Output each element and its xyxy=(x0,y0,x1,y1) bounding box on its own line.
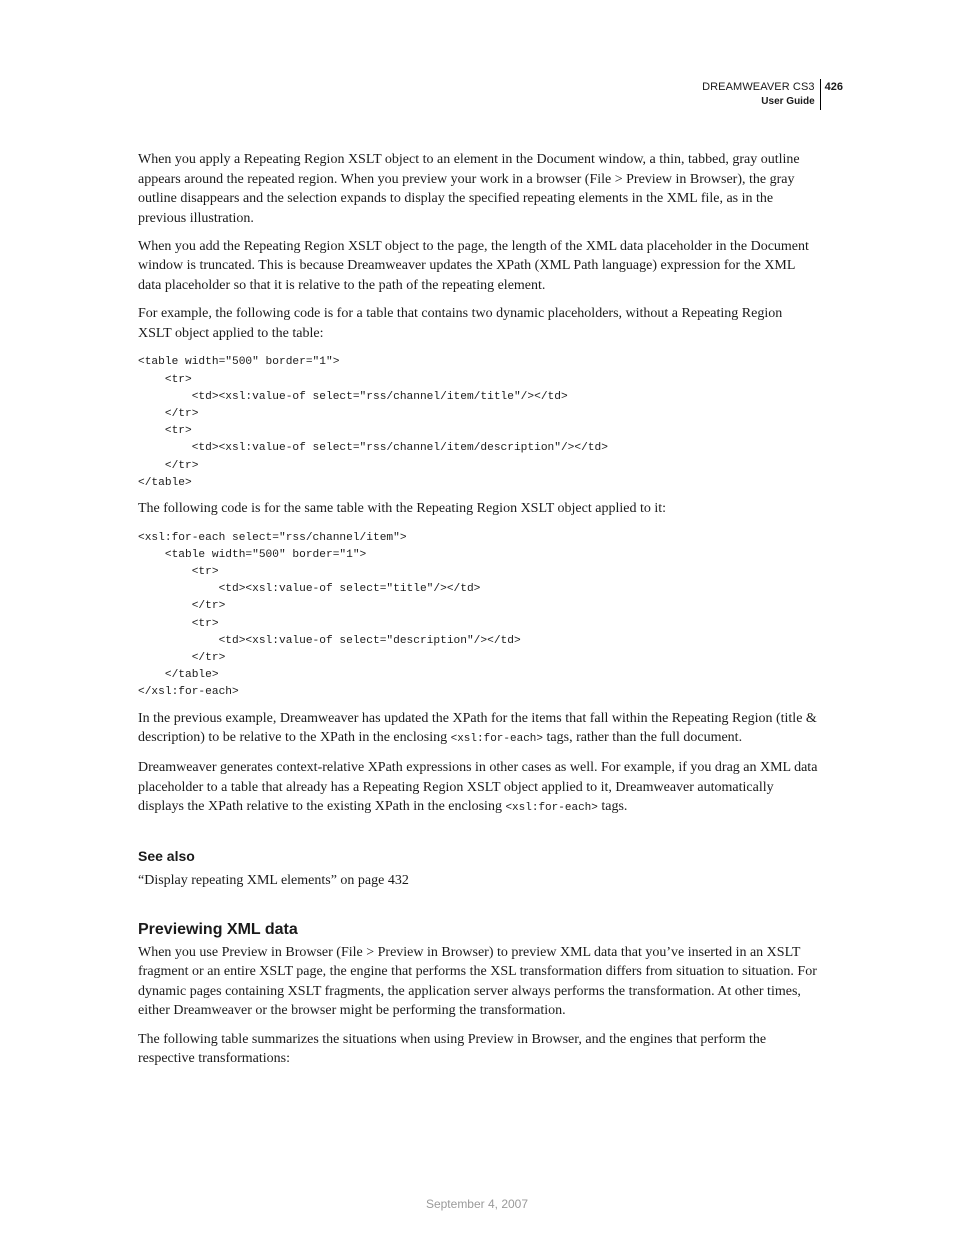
paragraph-xpath-updated xyxy=(138,709,818,750)
page-footer-date: September 4, 2007 xyxy=(425,1197,529,1211)
see-also-link[interactable]: “Display repeating XML elements” on page 432 xyxy=(138,873,409,889)
header-product-name: DREAMWEAVER CS3 xyxy=(702,81,815,93)
code-block-table-with-region: <xsl:for-each select="rss/channel/item"> <table width="500" border="1"> <tr> <td><xsl:value-of select="title"/></td> </tr> <tr> <td><xsl:value-of select="description"/></td> </tr> </table> </xsl:for-each> xyxy=(138,531,521,699)
paragraph-context-relative-xpath xyxy=(138,758,818,819)
paragraph-repeating-region-outline: When you apply a Repeating Region XSLT object to an element in the Document window, a thin, tabbed, gray outline appears around the repeated region. When you preview your work in a browser (File > Preview in Browser), the gray outline disappears and the selection expands to display the specified repeating elements in the XML file, as in the previous illustration. xyxy=(138,152,800,226)
code-block-table-without-region: <table width="500" border="1"> <tr> <td><xsl:value-of select="rss/channel/item/title"/></td> </tr> <tr> <td><xsl:value-of select="rss/channel/item/description"/></td> </tr> </table> xyxy=(138,356,608,489)
page-content xyxy=(138,150,818,1077)
inline-code-for-each: <xsl:for-each> xyxy=(505,802,598,815)
header-title-block xyxy=(702,79,821,110)
paragraph-text: tags, rather than the full document. xyxy=(543,730,743,746)
paragraph-text: tags. xyxy=(597,799,628,815)
paragraph-text: In the previous example, Dreamweaver has updated the XPath for the items that fall within the Repeating Region (title & description) to be relative to the XPath in the enclosing xyxy=(138,710,817,746)
paragraph-example-with-region: The following code is for the same table with the Repeating Region XSLT object applied to it: xyxy=(138,500,667,516)
page-number: 426 xyxy=(824,81,843,93)
see-also-heading: See also xyxy=(138,848,195,865)
paragraph-preview-in-browser: When you use Preview in Browser (File > Preview in Browser) to preview XML data that you’ve inserted in an XSLT fragment or an entire XSLT page, the engine that performs the XSL transformation differs from situation to situation. For dynamic pages containing XSLT fragments, the application server always performs the transformation. At other times, either Dreamweaver or the browser might be performing the transformation. xyxy=(138,944,817,1019)
paragraph-example-intro: For example, the following code is for a table that contains two dynamic placeholders, without a Repeating Region XSLT object applied to the table: xyxy=(138,306,783,341)
inline-code-for-each: <xsl:for-each> xyxy=(450,733,544,746)
header-guide-name: User Guide xyxy=(761,96,815,107)
paragraph-placeholder-truncated: When you add the Repeating Region XSLT object to the page, the length of the XML data placeholder in the Document window is truncated. This is because Dreamweaver updates the XPath (XML Path language) expression for the XML data placeholder so that it is relative to the path of the repeating element. xyxy=(138,238,809,294)
paragraph-text: Dreamweaver generates context-relative XPath expressions in other cases as well. For example, if you drag an XML data placeholder to a table that already has a Repeating Region XSLT object applied to it, Dreamweaver automatically displays the XPath relative to the existing XPath in the enclosing xyxy=(138,760,818,815)
section-heading-previewing-xml: Previewing XML data xyxy=(138,920,298,938)
paragraph-table-summary: The following table summarizes the situations when using Preview in Browser, and the engines that perform the respective transformations: xyxy=(138,1031,767,1067)
page-header xyxy=(702,79,843,110)
